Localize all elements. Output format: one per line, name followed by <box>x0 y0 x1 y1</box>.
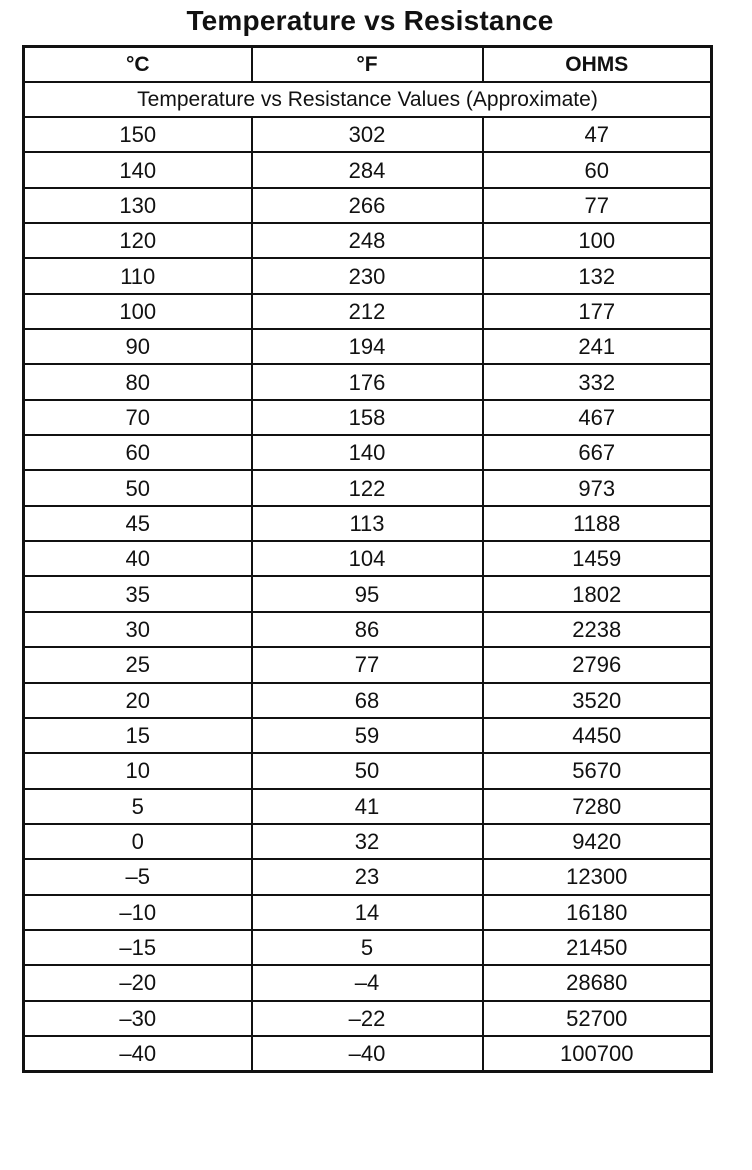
table-row <box>24 400 712 435</box>
cell-fahrenheit: –4 <box>252 965 483 1000</box>
table-subtitle-row <box>24 82 712 117</box>
cell-ohms: 3520 <box>483 683 712 718</box>
cell-celsius: 25 <box>24 647 252 682</box>
cell-celsius: 90 <box>24 329 252 364</box>
cell-celsius: 120 <box>24 223 252 258</box>
cell-ohms: 667 <box>483 435 712 470</box>
cell-celsius: 35 <box>24 576 252 611</box>
cell-ohms: 12300 <box>483 859 712 894</box>
header-ohms: OHMS <box>483 47 712 83</box>
cell-fahrenheit: 86 <box>252 612 483 647</box>
cell-ohms: 21450 <box>483 930 712 965</box>
cell-fahrenheit: –22 <box>252 1001 483 1036</box>
cell-celsius: –30 <box>24 1001 252 1036</box>
cell-fahrenheit: 32 <box>252 824 483 859</box>
table-row <box>24 718 712 753</box>
table-row <box>24 1036 712 1072</box>
cell-fahrenheit: 248 <box>252 223 483 258</box>
cell-ohms: 332 <box>483 364 712 399</box>
table-row <box>24 258 712 293</box>
cell-fahrenheit: 194 <box>252 329 483 364</box>
cell-ohms: 52700 <box>483 1001 712 1036</box>
table-row <box>24 364 712 399</box>
cell-fahrenheit: 68 <box>252 683 483 718</box>
cell-fahrenheit: 302 <box>252 117 483 152</box>
cell-ohms: 28680 <box>483 965 712 1000</box>
table-row <box>24 895 712 930</box>
cell-fahrenheit: 212 <box>252 294 483 329</box>
cell-fahrenheit: 95 <box>252 576 483 611</box>
cell-celsius: –15 <box>24 930 252 965</box>
cell-fahrenheit: 284 <box>252 152 483 187</box>
cell-ohms: 100700 <box>483 1036 712 1072</box>
table-row <box>24 965 712 1000</box>
cell-celsius: 140 <box>24 152 252 187</box>
cell-celsius: 20 <box>24 683 252 718</box>
cell-ohms: 467 <box>483 400 712 435</box>
table-row <box>24 470 712 505</box>
cell-fahrenheit: 59 <box>252 718 483 753</box>
cell-fahrenheit: 230 <box>252 258 483 293</box>
cell-celsius: 110 <box>24 258 252 293</box>
header-fahrenheit: °F <box>252 47 483 83</box>
cell-ohms: 47 <box>483 117 712 152</box>
table-body <box>24 82 712 1072</box>
cell-celsius: –40 <box>24 1036 252 1072</box>
cell-celsius: –5 <box>24 859 252 894</box>
cell-ohms: 2796 <box>483 647 712 682</box>
cell-ohms: 973 <box>483 470 712 505</box>
cell-ohms: 1459 <box>483 541 712 576</box>
table-row <box>24 117 712 152</box>
cell-celsius: 130 <box>24 188 252 223</box>
table-row <box>24 329 712 364</box>
cell-ohms: 132 <box>483 258 712 293</box>
cell-celsius: 5 <box>24 789 252 824</box>
cell-celsius: 60 <box>24 435 252 470</box>
cell-celsius: 50 <box>24 470 252 505</box>
cell-ohms: 9420 <box>483 824 712 859</box>
table-row <box>24 188 712 223</box>
cell-celsius: –10 <box>24 895 252 930</box>
cell-celsius: 100 <box>24 294 252 329</box>
cell-fahrenheit: 113 <box>252 506 483 541</box>
cell-fahrenheit: 140 <box>252 435 483 470</box>
temperature-resistance-table <box>22 45 713 1073</box>
cell-fahrenheit: 266 <box>252 188 483 223</box>
cell-celsius: 0 <box>24 824 252 859</box>
table-row <box>24 223 712 258</box>
header-celsius: °C <box>24 47 252 83</box>
cell-ohms: 241 <box>483 329 712 364</box>
cell-fahrenheit: 158 <box>252 400 483 435</box>
cell-fahrenheit: 14 <box>252 895 483 930</box>
table-row <box>24 541 712 576</box>
cell-fahrenheit: 122 <box>252 470 483 505</box>
table-row <box>24 647 712 682</box>
page-title: Temperature vs Resistance <box>186 5 554 36</box>
cell-fahrenheit: 23 <box>252 859 483 894</box>
cell-ohms: 1802 <box>483 576 712 611</box>
table-row <box>24 506 712 541</box>
cell-ohms: 60 <box>483 152 712 187</box>
table-row <box>24 576 712 611</box>
table-subtitle: Temperature vs Resistance Values (Approximate) <box>24 82 712 117</box>
cell-ohms: 1188 <box>483 506 712 541</box>
table-row <box>24 435 712 470</box>
cell-celsius: 150 <box>24 117 252 152</box>
cell-ohms: 16180 <box>483 895 712 930</box>
cell-fahrenheit: 77 <box>252 647 483 682</box>
table-row <box>24 930 712 965</box>
table-row <box>24 294 712 329</box>
cell-ohms: 100 <box>483 223 712 258</box>
table-row <box>24 683 712 718</box>
cell-celsius: 40 <box>24 541 252 576</box>
cell-fahrenheit: 176 <box>252 364 483 399</box>
table-row <box>24 1001 712 1036</box>
table-row <box>24 152 712 187</box>
cell-ohms: 177 <box>483 294 712 329</box>
cell-ohms: 2238 <box>483 612 712 647</box>
cell-ohms: 4450 <box>483 718 712 753</box>
cell-celsius: 70 <box>24 400 252 435</box>
cell-celsius: 30 <box>24 612 252 647</box>
table-row <box>24 859 712 894</box>
cell-fahrenheit: 41 <box>252 789 483 824</box>
cell-celsius: 15 <box>24 718 252 753</box>
cell-celsius: 45 <box>24 506 252 541</box>
table-row <box>24 789 712 824</box>
table-row <box>24 612 712 647</box>
cell-celsius: –20 <box>24 965 252 1000</box>
cell-ohms: 77 <box>483 188 712 223</box>
table-row <box>24 753 712 788</box>
cell-fahrenheit: 104 <box>252 541 483 576</box>
cell-ohms: 7280 <box>483 789 712 824</box>
cell-celsius: 10 <box>24 753 252 788</box>
cell-fahrenheit: –40 <box>252 1036 483 1072</box>
cell-celsius: 80 <box>24 364 252 399</box>
table-header-row <box>24 47 712 83</box>
cell-ohms: 5670 <box>483 753 712 788</box>
cell-fahrenheit: 50 <box>252 753 483 788</box>
table-row <box>24 824 712 859</box>
cell-fahrenheit: 5 <box>252 930 483 965</box>
